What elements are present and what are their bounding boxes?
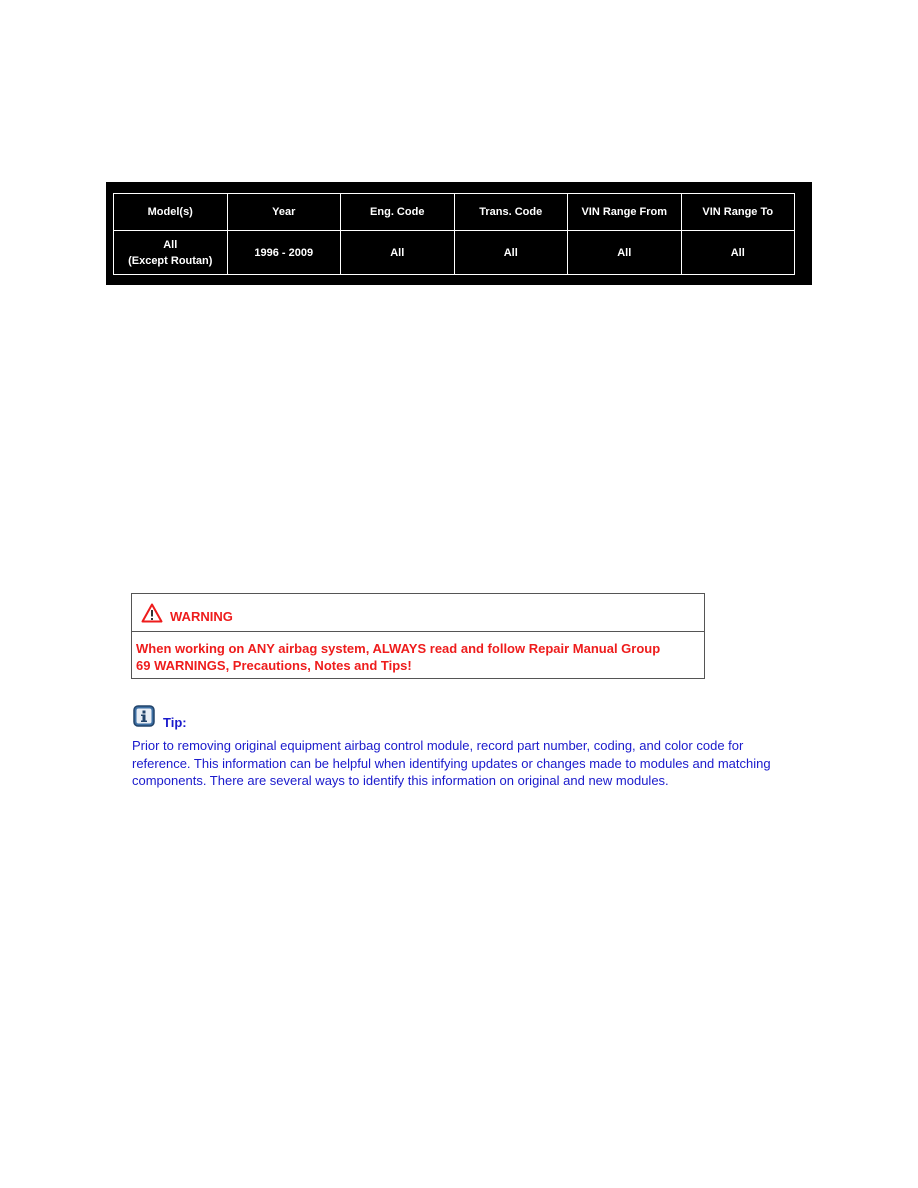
warning-header — [132, 594, 704, 632]
warning-line-1: When working on ANY airbag system, ALWAYS read and follow Repair Manual Group — [136, 641, 661, 656]
tip-title: Tip: — [163, 715, 187, 730]
cell-year: 1996 - 2009 — [227, 231, 341, 275]
header-models: Model(s) — [114, 194, 228, 231]
tip-line-3: components. There are several ways to identify this information on original and new modules. — [132, 773, 669, 788]
applicability-table — [113, 193, 795, 275]
cell-trans-code: All — [454, 231, 568, 275]
cell-models-line2: (Except Routan) — [128, 254, 213, 267]
cell-models — [114, 231, 228, 275]
tip-header — [133, 708, 187, 732]
warning-title: WARNING — [170, 609, 233, 624]
warning-triangle-icon — [141, 603, 163, 623]
tip-line-2: reference. This information can be helpful when identifying updates or changes made to modules and matching — [132, 755, 771, 771]
cell-eng-code: All — [341, 231, 455, 275]
cell-vin-to: All — [681, 231, 795, 275]
cell-vin-from: All — [568, 231, 682, 275]
header-trans-code: Trans. Code — [454, 194, 568, 231]
warning-text — [132, 632, 704, 674]
table-header-row — [114, 194, 795, 231]
table-row — [114, 231, 795, 275]
header-year: Year — [227, 194, 341, 231]
header-eng-code: Eng. Code — [341, 194, 455, 231]
cell-models-line1: All — [163, 238, 178, 251]
tip-text — [132, 737, 822, 790]
warning-box — [131, 593, 705, 679]
warning-line-2: 69 WARNINGS, Precautions, Notes and Tips! — [136, 658, 412, 673]
tip-line-1: Prior to removing original equipment airbag control module, record part number, coding, and color code for — [132, 738, 744, 753]
header-vin-to: VIN Range To — [681, 194, 795, 231]
header-vin-from: VIN Range From — [568, 194, 682, 231]
info-icon — [133, 705, 155, 732]
applicability-table-frame — [106, 182, 812, 285]
